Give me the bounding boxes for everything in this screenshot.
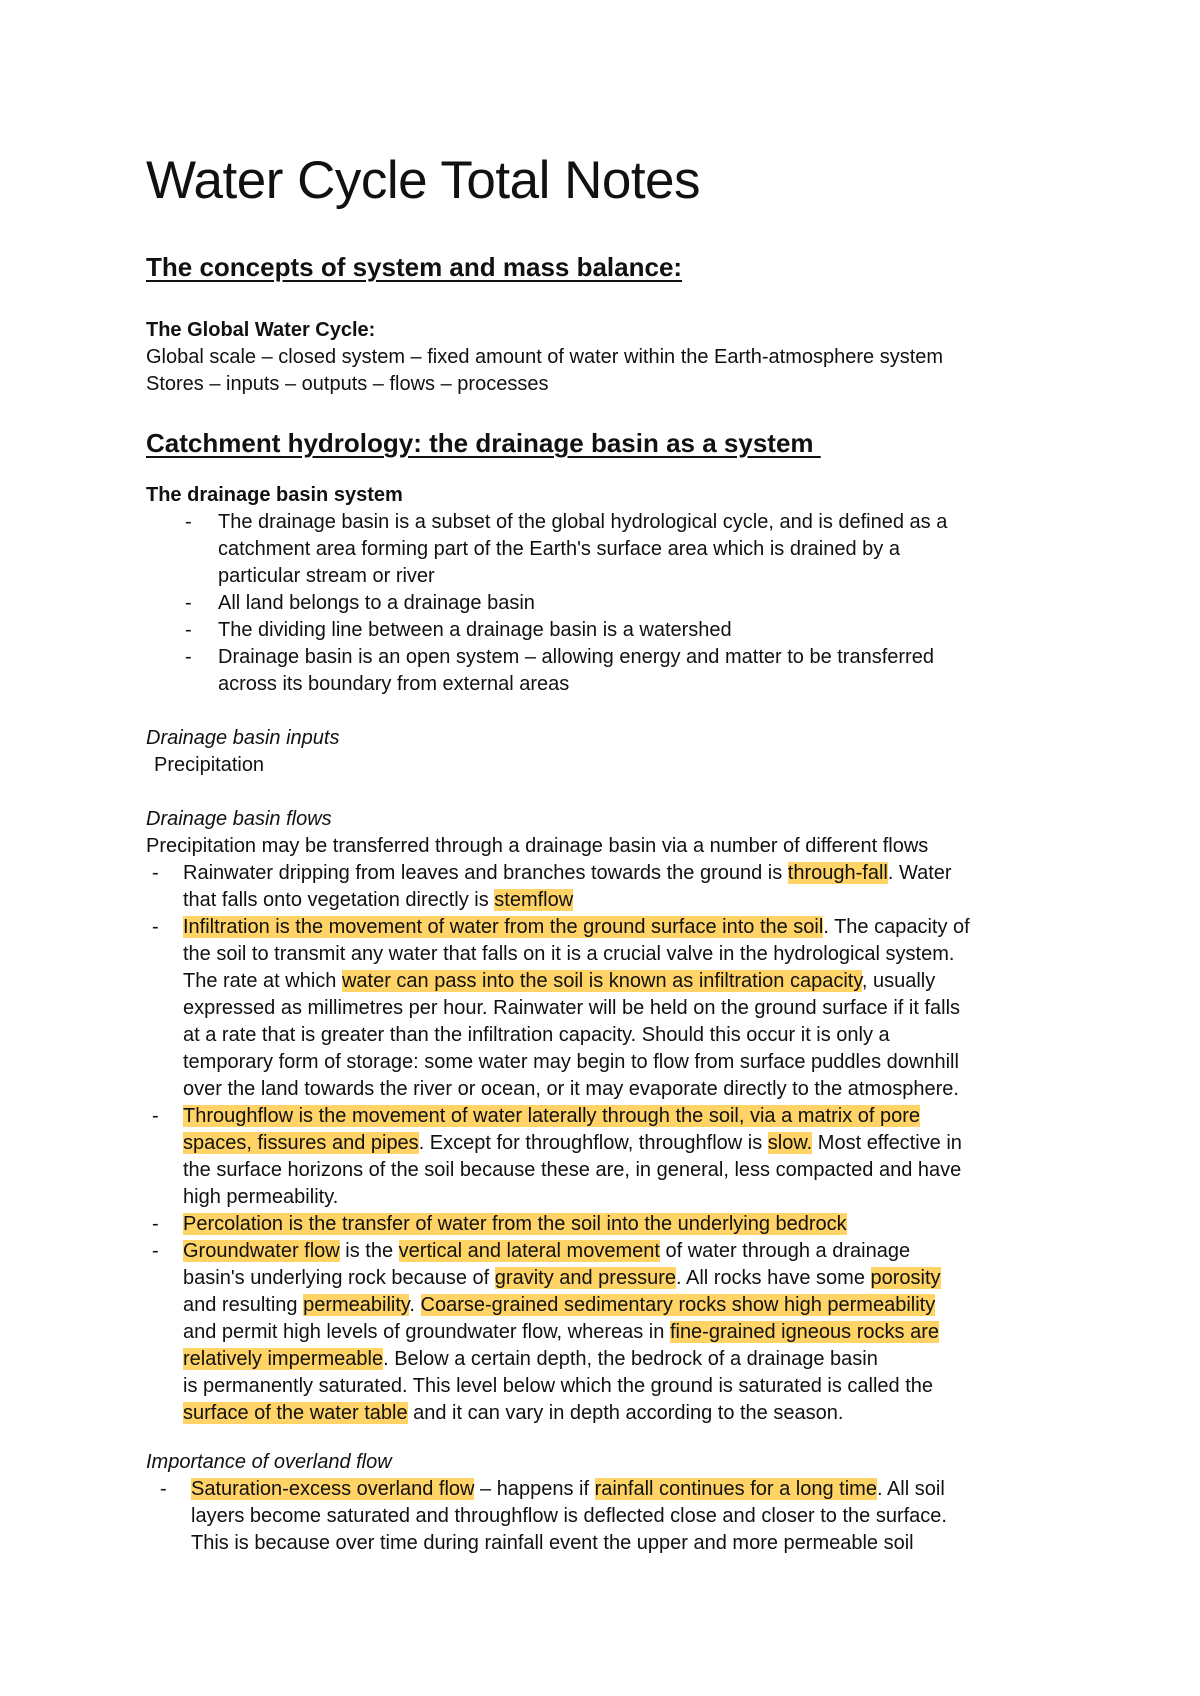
text-segment: . Below a certain depth, the bedrock of a drainage basin	[383, 1348, 878, 1370]
heading-drainage-basin-flows: Drainage basin flows	[146, 808, 332, 830]
bullet-line	[183, 914, 970, 941]
highlight: Saturation-excess overland flow	[191, 1478, 475, 1500]
text-segment: . All soil	[876, 1478, 945, 1500]
text-segment: is the	[339, 1240, 399, 1262]
bullet-line	[183, 1292, 935, 1319]
bullet-text: The drainage basin is a subset of the global hydrological cycle, and is defined as a	[218, 511, 948, 533]
bullet-line: expressed as millimetres per hour. Rainwater will be held on the ground surface if it falls	[183, 997, 961, 1019]
bullet-line	[183, 1238, 910, 1265]
highlight: surface of the water table	[183, 1402, 408, 1424]
text-segment: that falls onto vegetation directly is	[183, 889, 495, 911]
bullet-text: All land belongs to a drainage basin	[218, 592, 535, 614]
text-segment: .	[409, 1294, 421, 1316]
text-segment: and it can vary in depth according to the season.	[407, 1402, 844, 1424]
bullet-line: temporary form of storage: some water may begin to flow from surface puddles downhill	[183, 1051, 959, 1073]
bullet-dash: -	[185, 619, 192, 641]
bullet-line: layers become saturated and throughflow is deflected close and closer to the surface.	[191, 1505, 947, 1527]
bullet-line	[183, 1211, 847, 1238]
text-segment: Most effective in	[812, 1132, 962, 1154]
bullet-line	[183, 1400, 843, 1427]
subheading-global-water-cycle: The Global Water Cycle:	[146, 319, 376, 341]
heading-importance-of-overland-flow: Importance of overland flow	[146, 1451, 392, 1473]
bullet-dash: -	[185, 511, 192, 533]
bullet-text: particular stream or river	[218, 565, 435, 587]
highlight: fine-grained igneous rocks are	[669, 1321, 939, 1343]
highlight: Coarse-grained sedimentary rocks show high permeability	[420, 1294, 936, 1316]
text-segment: Rainwater dripping from leaves and branches towards the ground is	[183, 862, 788, 884]
highlight: vertical and lateral movement	[398, 1240, 660, 1262]
highlight: Groundwater flow	[183, 1240, 340, 1262]
text-segment: – happens if	[474, 1478, 595, 1500]
bullet-dash: -	[185, 646, 192, 668]
text-segment: . All rocks have some	[675, 1267, 871, 1289]
highlight: slow.	[767, 1132, 813, 1154]
bullet-dash: -	[185, 592, 192, 614]
bullet-dash: -	[152, 1213, 159, 1235]
highlight: stemflow	[494, 889, 574, 911]
bullet-line	[183, 1265, 941, 1292]
text-line: Precipitation	[154, 754, 265, 776]
section-heading-concepts: The concepts of system and mass balance:	[146, 252, 683, 282]
bullet-line: the surface horizons of the soil because these are, in general, less compacted and have	[183, 1159, 962, 1181]
bullet-text: across its boundary from external areas	[218, 673, 570, 695]
bullet-line: over the land towards the river or ocean, or it may evaporate directly to the atmosphere.	[183, 1078, 959, 1100]
bullet-text: catchment area forming part of the Earth's surface area which is drained by a	[218, 538, 900, 560]
text-line: Stores – inputs – outputs – flows – processes	[146, 373, 549, 395]
bullet-line	[183, 968, 935, 995]
highlight: permeability	[303, 1294, 410, 1316]
bullet-dash: -	[152, 1105, 159, 1127]
text-segment: The rate at which	[183, 970, 342, 992]
highlight: Throughflow is the movement of water laterally through the soil, via a matrix of pore	[183, 1105, 921, 1127]
bullet-dash: -	[152, 862, 159, 884]
heading-drainage-basin-inputs: Drainage basin inputs	[146, 727, 340, 749]
highlight: spaces, fissures and pipes	[183, 1132, 419, 1154]
bullet-line: is permanently saturated. This level below which the ground is saturated is called the	[183, 1375, 934, 1397]
text-segment: . Except for throughflow, throughflow is	[418, 1132, 768, 1154]
bullet-text: Drainage basin is an open system – allowing energy and matter to be transferred	[218, 646, 934, 668]
bullet-line	[191, 1476, 945, 1503]
text-segment: . The capacity of	[823, 916, 970, 938]
text-segment: , usually	[861, 970, 936, 992]
text-segment: and permit high levels of groundwater flow, whereas in	[183, 1321, 670, 1343]
section-heading-catchment: Catchment hydrology: the drainage basin as a system	[146, 428, 821, 458]
bullet-dash: -	[152, 1240, 159, 1262]
bullet-line: at a rate that is greater than the infiltration capacity. Should this occur it is only a	[183, 1024, 890, 1046]
subheading-drainage-basin-system: The drainage basin system	[146, 484, 403, 506]
bullet-line	[183, 1130, 962, 1157]
text-segment: basin's underlying rock because of	[183, 1267, 495, 1289]
page-title: Water Cycle Total Notes	[146, 151, 701, 210]
text-segment: . Water	[887, 862, 952, 884]
bullet-dash: -	[152, 916, 159, 938]
text-line: Global scale – closed system – fixed amount of water within the Earth-atmosphere system	[146, 346, 944, 368]
highlight: porosity	[870, 1267, 941, 1289]
highlight: relatively impermeable	[183, 1348, 384, 1370]
highlight: through-fall	[787, 862, 888, 884]
highlight: Infiltration is the movement of water from the ground surface into the soil	[183, 916, 824, 938]
bullet-line	[183, 1346, 878, 1373]
bullet-line	[183, 887, 573, 914]
text-line: Precipitation may be transferred through a drainage basin via a number of different flows	[146, 835, 929, 857]
bullet-dash: -	[160, 1478, 167, 1500]
bullet-line: high permeability.	[183, 1186, 339, 1208]
highlight: rainfall continues for a long time	[594, 1478, 877, 1500]
bullet-line	[183, 1103, 920, 1130]
highlight: gravity and pressure	[494, 1267, 676, 1289]
bullet-line: This is because over time during rainfall event the upper and more permeable soil	[191, 1532, 914, 1554]
text-segment: and resulting	[183, 1294, 304, 1316]
bullet-line: the soil to transmit any water that falls on it is a crucial valve in the hydrological system.	[183, 943, 955, 965]
highlight: water can pass into the soil is known as infiltration capacity	[341, 970, 862, 992]
highlight: Percolation is the transfer of water from the soil into the underlying bedrock	[183, 1213, 847, 1235]
bullet-line	[183, 1319, 939, 1346]
text-segment: of water through a drainage	[659, 1240, 911, 1262]
bullet-line	[183, 860, 952, 887]
bullet-text: The dividing line between a drainage basin is a watershed	[218, 619, 732, 641]
